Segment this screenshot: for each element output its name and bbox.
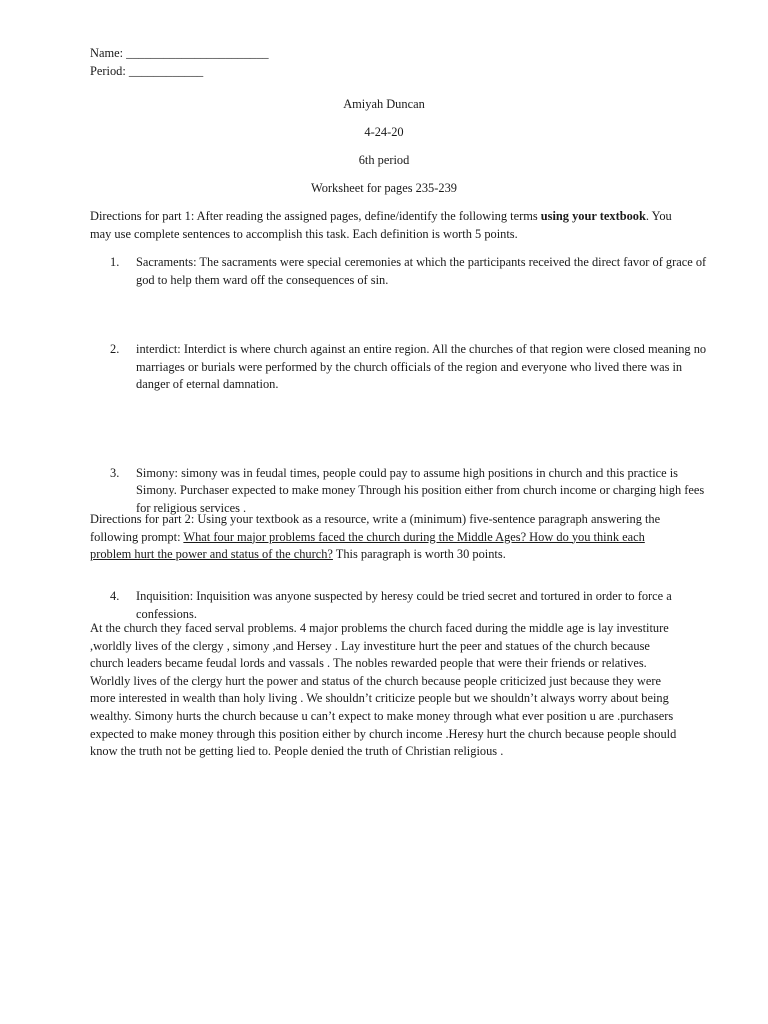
part2-directions-start: Directions for part 2: Using your textbook as a resource, write a (minimum) five-sentence paragraph answering the following prompt: <box>90 512 661 544</box>
list-item-number: 1. <box>110 255 120 269</box>
period-field: Period: ____________ <box>90 64 204 78</box>
submission-date: 4-24-20 <box>364 125 404 139</box>
part1-directions <box>90 208 690 243</box>
list-item-number: 4. <box>110 589 120 603</box>
class-period: 6th period <box>358 153 410 167</box>
worksheet-title: Worksheet for pages 235-239 <box>311 181 457 195</box>
list-item-text: Inquisition: Inquisition was anyone suspected by heresy could be tried secret and tortured in order to force a confessions. <box>136 589 672 621</box>
list-item-number: 3. <box>110 465 120 480</box>
name-field: Name: _______________________ <box>90 46 269 60</box>
part1-directions-start: Directions for part 1: After reading the assigned pages, define/identify the following terms <box>90 209 541 223</box>
list-item <box>110 254 716 289</box>
list-item-number: 2. <box>110 342 120 356</box>
part2-directions-end: This paragraph is worth 30 points. <box>332 547 506 561</box>
part1-directions-end: . You may use complete sentences to accomplish this task. Each definition is worth 5 points. <box>90 209 672 241</box>
part1-directions-bold: using your textbook <box>540 209 646 223</box>
list-item-text: interdict: Interdict is where church against an entire region. All the churches of that region were closed meaning no marriages or burials were performed by the church officials of the region and everyone who lived there was in danger of eternal damnation. <box>136 342 707 391</box>
list-item <box>110 341 716 394</box>
list-item <box>110 588 716 623</box>
list-item-text: Sacraments: The sacraments were special ceremonies at which the participants received the direct favor of grace of god to help them ward off the consequences of sin. <box>136 255 707 287</box>
part2-prompt: What four major problems faced the church during the Middle Ages? How do you think each problem hurt the power and status of the church? <box>90 529 645 561</box>
part2-directions <box>90 511 680 564</box>
response-paragraph: At the church they faced serval problems. 4 major problems the church faced during the middle age is lay investiture ,worldly lives of the clergy , simony ,and Hersey . Lay investiture hurt the peer and statues of the church because church leaders became feudal lords and vassals . The nobles rewarded people that were their friends or relatives. Worldly lives of the clergy hurt the power and status of the church because people criticized just because they were more interested in wealth than holy living . We shouldn’t criticize people but we shouldn’t always worry about being wealthy. Simony hurts the church because u can’t expect to make money through what ever position u are .purchasers expected to make money through this position either by church income .Heresy hurt the church because people should know the truth not be getting lied to. People denied the truth of Christian religious . <box>90 621 677 759</box>
list-item <box>110 465 716 518</box>
student-name: Amiyah Duncan <box>343 97 425 111</box>
list-item-text: Simony: simony was in feudal times, people could pay to assume high positions in church and this practice is Simony. Purchaser expected to make money Through his position either from church income or charging high fees for religious services . <box>136 465 705 515</box>
header-fields <box>90 44 269 80</box>
